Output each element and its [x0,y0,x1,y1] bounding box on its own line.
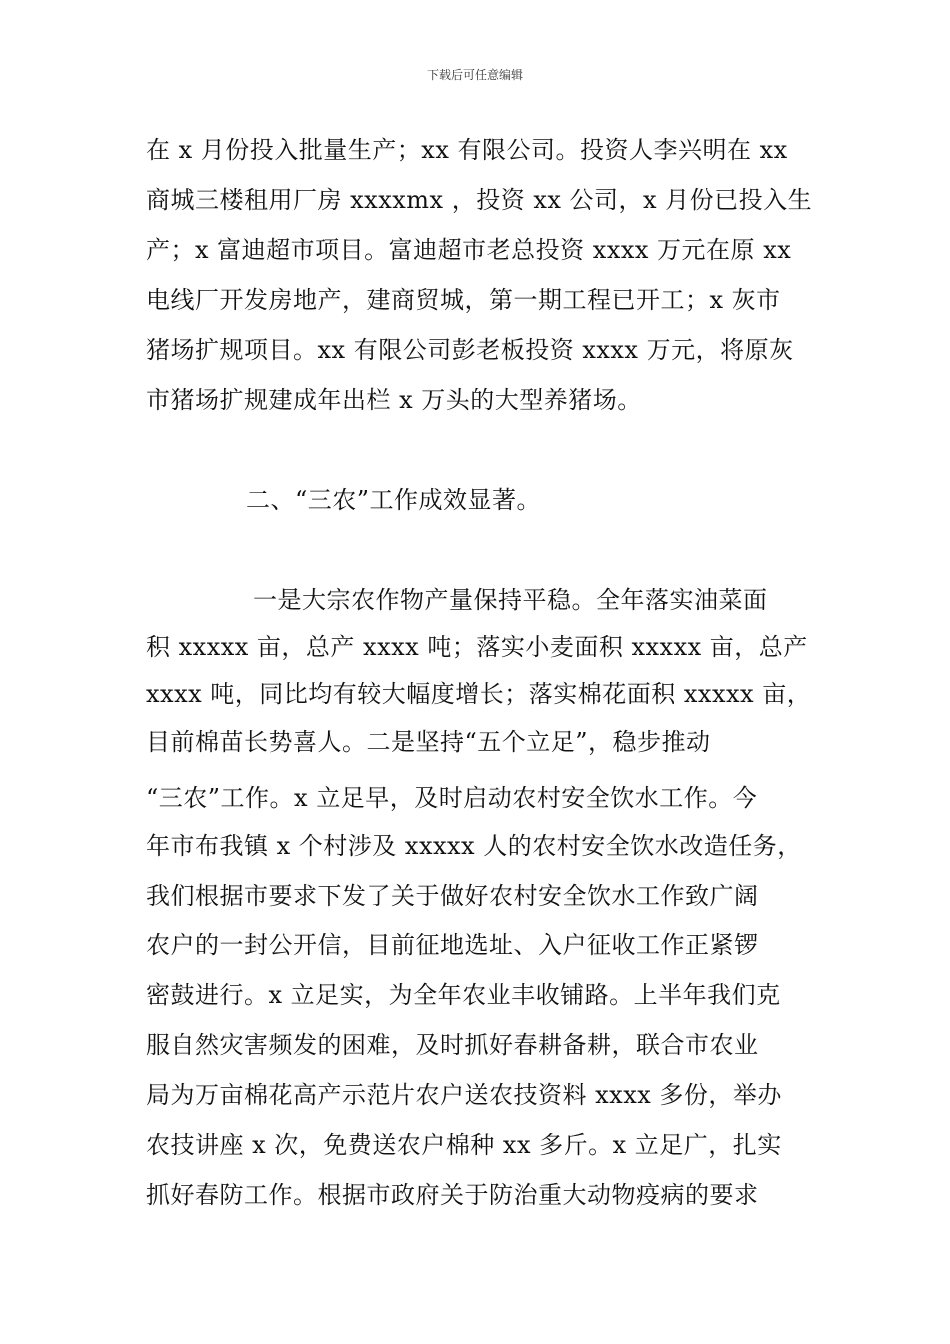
text-line: xxxx 吨，同比均有较大幅度增长；落实棉花面积 xxxxx 亩， [146,680,812,708]
text-line: 我们根据市要求下发了关于做好农村安全饮水工作致广阔 [146,882,759,910]
section-heading: 二、“三农”工作成效显著。 [246,486,542,514]
text-line: 猪场扩规项目。xx 有限公司彭老板投资 xxxx 万元，将原灰 [146,336,794,364]
text-line: 电线厂开发房地产，建商贸城，第一期工程已开工；x 灰市 [146,286,781,314]
text-line: 密鼓进行。x 立足实，为全年农业丰收铺路。上半年我们克 [146,981,781,1009]
text-line: 商城三楼租用厂房 xxxxmx ，投资 xx 公司，x 月份已投入生 [146,186,813,214]
text-line: 年市布我镇 x 个村涉及 xxxxx 人的农村安全饮水改造任务， [146,832,802,860]
text-line: 服自然灾害频发的困难，及时抓好春耕备耕，联合市农业 [146,1031,759,1059]
text-line: 在 x 月份投入批量生产；xx 有限公司。投资人李兴明在 xx [146,136,788,164]
text-line: 市猪场扩规建成年出栏 x 万头的大型养猪场。 [146,386,642,414]
text-line: “三农”工作。x 立足早，及时启动农村安全饮水工作。今 [146,784,758,812]
text-line: 农技讲座 x 次，免费送农户棉种 xx 多斤。x 立足广，扎实 [146,1131,782,1159]
text-line: 局为万亩棉花高产示范片农户送农技资料 xxxx 多份，举办 [146,1081,782,1109]
text-line: 积 xxxxx 亩，总产 xxxx 吨；落实小麦面积 xxxxx 亩，总产 [146,633,808,661]
text-line: 抓好春防工作。根据市政府关于防治重大动物疫病的要求 [146,1181,759,1209]
text-line: 一是大宗农作物产量保持平稳。全年落实油菜面 [253,586,768,614]
text-line: 目前棉苗长势喜人。二是坚持“五个立足”，稳步推动 [146,728,711,756]
page-header: 下载后可任意编辑 [426,68,523,82]
text-line: 农户的一封公开信，目前征地选址、入户征收工作正紧锣 [146,931,759,959]
text-line: 产；x 富迪超市项目。富迪超市老总投资 xxxx 万元在原 xx [146,236,792,264]
